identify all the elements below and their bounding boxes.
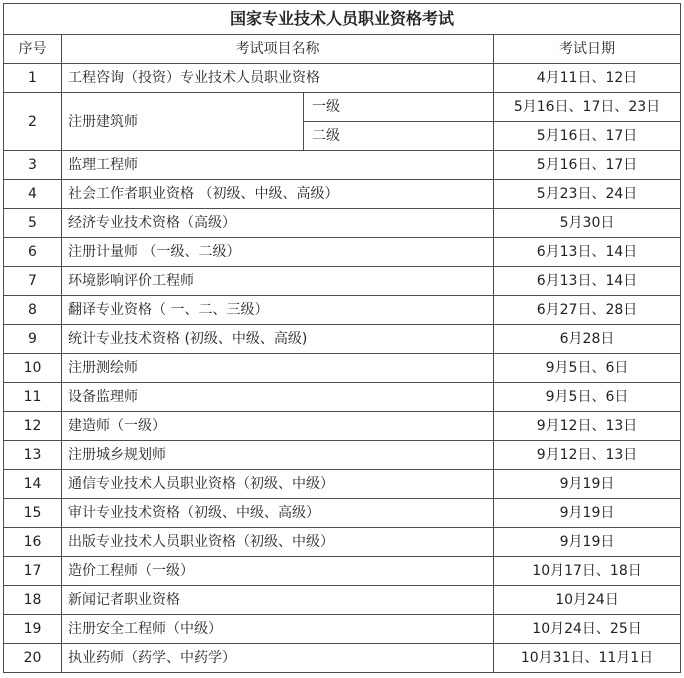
- row-exam-date: 10月31日、11月1日: [494, 644, 681, 673]
- table-row: [4, 296, 681, 325]
- row-index: 1: [4, 64, 62, 93]
- row-exam-date: 4月11日、12日: [494, 64, 681, 93]
- table-row: [4, 325, 681, 354]
- row-index: 18: [4, 586, 62, 615]
- row-exam-date: 5月16日、17日: [494, 151, 681, 180]
- row-index: 19: [4, 615, 62, 644]
- row-exam-name: 造价工程师（一级）: [62, 557, 494, 586]
- table-row: [4, 383, 681, 412]
- row-exam-name: 统计专业技术资格 (初级、中级、高级): [62, 325, 494, 354]
- row-index: 3: [4, 151, 62, 180]
- row-exam-name: 建造师（一级）: [62, 412, 494, 441]
- row-level: 二级: [304, 122, 494, 151]
- row-exam-name: 注册测绘师: [62, 354, 494, 383]
- row-exam-date: 9月12日、13日: [494, 412, 681, 441]
- table-row: [4, 412, 681, 441]
- table-row: [4, 499, 681, 528]
- row-index: 13: [4, 441, 62, 470]
- row-exam-name: 工程咨询（投资）专业技术人员职业资格: [62, 64, 494, 93]
- table-row: [4, 644, 681, 673]
- row-index: 14: [4, 470, 62, 499]
- row-exam-date: 9月5日、6日: [494, 383, 681, 412]
- row-exam-date: 10月17日、18日: [494, 557, 681, 586]
- row-index: 15: [4, 499, 62, 528]
- row-exam-name: 新闻记者职业资格: [62, 586, 494, 615]
- header-exam-name: 考试项目名称: [62, 35, 494, 64]
- row-index: 8: [4, 296, 62, 325]
- table-row: [4, 93, 681, 122]
- row-index: 2: [4, 93, 62, 151]
- row-exam-name: 执业药师（药学、中药学）: [62, 644, 494, 673]
- row-level: 一级: [304, 93, 494, 122]
- row-exam-date: 10月24日: [494, 586, 681, 615]
- table-row: [4, 238, 681, 267]
- row-exam-name: 监理工程师: [62, 151, 494, 180]
- row-exam-date: 6月28日: [494, 325, 681, 354]
- row-exam-date: 9月5日、6日: [494, 354, 681, 383]
- row-exam-date: 10月24日、25日: [494, 615, 681, 644]
- table-row: [4, 615, 681, 644]
- row-exam-name: 注册计量师 （一级、二级）: [62, 238, 494, 267]
- table-row: [4, 586, 681, 615]
- row-index: 16: [4, 528, 62, 557]
- row-exam-date: 9月19日: [494, 528, 681, 557]
- row-exam-date: 6月13日、14日: [494, 267, 681, 296]
- table-row: [4, 151, 681, 180]
- table-row: [4, 180, 681, 209]
- row-exam-date: 5月16日、17日、23日: [494, 93, 681, 122]
- table-row: [4, 441, 681, 470]
- row-index: 17: [4, 557, 62, 586]
- row-index: 6: [4, 238, 62, 267]
- row-exam-name: 注册建筑师: [62, 93, 304, 151]
- row-exam-name: 通信专业技术人员职业资格（初级、中级）: [62, 470, 494, 499]
- row-index: 10: [4, 354, 62, 383]
- header-index: 序号: [4, 35, 62, 64]
- row-exam-name: 环境影响评价工程师: [62, 267, 494, 296]
- table-row: [4, 557, 681, 586]
- exam-schedule-sheet: [3, 3, 680, 673]
- row-exam-name: 注册安全工程师（中级）: [62, 615, 494, 644]
- table-row: [4, 64, 681, 93]
- table-row: [4, 267, 681, 296]
- row-exam-date: 6月27日、28日: [494, 296, 681, 325]
- row-exam-name: 经济专业技术资格（高级）: [62, 209, 494, 238]
- row-exam-date: 5月16日、17日: [494, 122, 681, 151]
- row-index: 9: [4, 325, 62, 354]
- row-exam-name: 翻译专业资格（ 一、二、三级）: [62, 296, 494, 325]
- row-exam-name: 注册城乡规划师: [62, 441, 494, 470]
- row-exam-date: 5月30日: [494, 209, 681, 238]
- table-title: 国家专业技术人员职业资格考试: [4, 4, 681, 35]
- row-exam-date: 9月19日: [494, 470, 681, 499]
- table-row: [4, 354, 681, 383]
- header-row: [4, 35, 681, 64]
- row-index: 4: [4, 180, 62, 209]
- row-exam-name: 审计专业技术资格（初级、中级、高级）: [62, 499, 494, 528]
- row-exam-date: 5月23日、24日: [494, 180, 681, 209]
- table-row: [4, 209, 681, 238]
- row-index: 5: [4, 209, 62, 238]
- row-exam-date: 9月12日、13日: [494, 441, 681, 470]
- table-row: [4, 528, 681, 557]
- row-exam-name: 社会工作者职业资格 （初级、中级、高级）: [62, 180, 494, 209]
- row-index: 20: [4, 644, 62, 673]
- row-index: 7: [4, 267, 62, 296]
- row-index: 11: [4, 383, 62, 412]
- row-exam-name: 出版专业技术人员职业资格（初级、中级）: [62, 528, 494, 557]
- title-row: [4, 4, 681, 35]
- exam-schedule-table: [3, 3, 681, 673]
- table-row: [4, 470, 681, 499]
- row-exam-date: 9月19日: [494, 499, 681, 528]
- row-index: 12: [4, 412, 62, 441]
- header-exam-date: 考试日期: [494, 35, 681, 64]
- row-exam-date: 6月13日、14日: [494, 238, 681, 267]
- row-exam-name: 设备监理师: [62, 383, 494, 412]
